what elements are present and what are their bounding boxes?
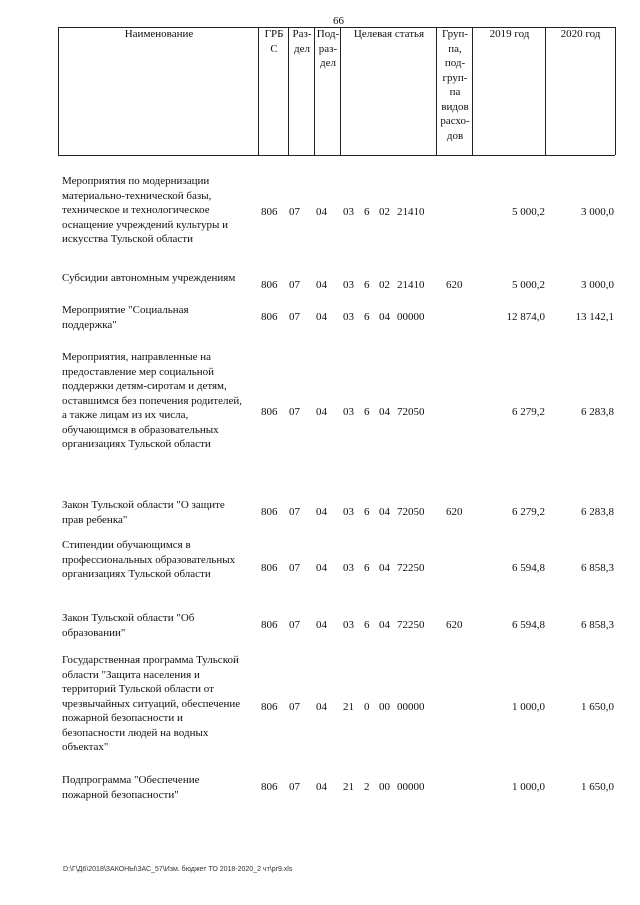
row-value-2020: 1 650,0: [581, 781, 614, 793]
row-cs3: 02: [379, 279, 390, 291]
row-cs4: 00000: [397, 311, 425, 323]
row-vr: 620: [446, 619, 463, 631]
row-cs2: 2: [364, 781, 370, 793]
header-razdel: Раз- дел: [288, 27, 315, 155]
row-cs1: 03: [343, 311, 354, 323]
row-grbs: 806: [261, 701, 278, 713]
row-value-2020: 3 000,0: [581, 206, 614, 218]
row-grbs: 806: [261, 506, 278, 518]
table-row: [0, 350, 640, 484]
row-cs4: 72250: [397, 619, 425, 631]
row-value-2019: 1 000,0: [512, 781, 545, 793]
row-cs1: 03: [343, 506, 354, 518]
row-cs1: 03: [343, 279, 354, 291]
row-value-2019: 6 279,2: [512, 506, 545, 518]
row-cs2: 6: [364, 562, 370, 574]
row-cs3: 00: [379, 781, 390, 793]
table-header: [58, 27, 615, 155]
row-value-2019: 5 000,2: [512, 279, 545, 291]
row-name: Закон Тульской области "О защите прав ребенка": [62, 499, 225, 526]
row-value-2019: 6 594,8: [512, 562, 545, 574]
row-cs4: 72050: [397, 506, 425, 518]
row-rz: 07: [289, 311, 300, 323]
row-cs2: 6: [364, 406, 370, 418]
row-value-2020: 1 650,0: [581, 701, 614, 713]
row-cs3: 02: [379, 206, 390, 218]
header-2019: 2019 год: [472, 27, 546, 155]
row-cs1: 21: [343, 781, 354, 793]
row-cs3: 04: [379, 311, 390, 323]
table-row: [0, 271, 640, 301]
row-rz: 07: [289, 279, 300, 291]
row-cs3: 04: [379, 506, 390, 518]
row-grbs: 806: [261, 562, 278, 574]
row-rz: 07: [289, 701, 300, 713]
table-row: [0, 653, 640, 769]
row-pr: 04: [316, 781, 327, 793]
row-pr: 04: [316, 311, 327, 323]
row-cs4: 72250: [397, 562, 425, 574]
row-value-2020: 6 283,8: [581, 406, 614, 418]
header-name: Наименование: [58, 27, 259, 155]
table-row: [0, 174, 640, 254]
row-cs4: 00000: [397, 781, 425, 793]
row-cs4: 21410: [397, 206, 425, 218]
row-name: Подпрограмма "Обеспечение пожарной безопасности": [62, 774, 200, 801]
row-name: Субсидии автономным учреждениям: [62, 272, 236, 284]
row-cs1: 03: [343, 562, 354, 574]
row-value-2020: 6 283,8: [581, 506, 614, 518]
row-grbs: 806: [261, 406, 278, 418]
row-name: Закон Тульской области "Об образовании": [62, 612, 195, 639]
row-name: Мероприятия, направленные на предоставление мер социальной поддержки детям-сиротам и детям, оставшимся без попечения родителей, а также лицам из их числа, обучающимся в образовательных организациях Тульской области: [62, 351, 242, 450]
row-cs3: 04: [379, 406, 390, 418]
row-value-2019: 6 594,8: [512, 619, 545, 631]
row-pr: 04: [316, 701, 327, 713]
row-cs1: 03: [343, 619, 354, 631]
table-row: [0, 538, 640, 600]
row-cs4: 72050: [397, 406, 425, 418]
row-rz: 07: [289, 506, 300, 518]
row-cs1: 21: [343, 701, 354, 713]
header-target-article: Целевая статья: [340, 27, 437, 155]
table-row: [0, 498, 640, 528]
row-pr: 04: [316, 206, 327, 218]
row-cs1: 03: [343, 406, 354, 418]
file-path-footer: D:\Г\Д6\2018\ЗАКОНЫ\ЗАС_57\Изм. бюджет ТО 2018-2020_2 чт\pr9.xls: [63, 866, 293, 873]
row-cs2: 6: [364, 506, 370, 518]
row-value-2019: 5 000,2: [512, 206, 545, 218]
row-cs2: 6: [364, 279, 370, 291]
row-cs2: 0: [364, 701, 370, 713]
row-value-2019: 6 279,2: [512, 406, 545, 418]
row-name: Стипендии обучающимся в профессиональных образовательных организациях Тульской области: [62, 539, 236, 580]
header-bottom-border: [58, 155, 615, 156]
row-cs4: 00000: [397, 701, 425, 713]
row-grbs: 806: [261, 781, 278, 793]
row-cs2: 6: [364, 619, 370, 631]
row-cs3: 04: [379, 619, 390, 631]
row-value-2020: 3 000,0: [581, 279, 614, 291]
row-pr: 04: [316, 406, 327, 418]
row-pr: 04: [316, 619, 327, 631]
row-grbs: 806: [261, 279, 278, 291]
row-cs4: 21410: [397, 279, 425, 291]
header-grbs: ГРБ С: [258, 27, 289, 155]
row-rz: 07: [289, 206, 300, 218]
row-name: Мероприятие "Социальная поддержка": [62, 304, 189, 331]
row-rz: 07: [289, 406, 300, 418]
row-rz: 07: [289, 562, 300, 574]
row-cs2: 6: [364, 206, 370, 218]
row-grbs: 806: [261, 619, 278, 631]
row-grbs: 806: [261, 206, 278, 218]
row-cs3: 00: [379, 701, 390, 713]
row-value-2019: 12 874,0: [506, 311, 545, 323]
row-cs1: 03: [343, 206, 354, 218]
row-rz: 07: [289, 619, 300, 631]
table-row: [0, 611, 640, 643]
row-vr: 620: [446, 279, 463, 291]
table-row: [0, 303, 640, 337]
page-number: 66: [333, 15, 344, 27]
row-name: Государственная программа Тульской области "Защита населения и территорий Тульской области от чрезвычайных ситуаций, обеспечение пожарной безопасности и безопасности людей на водных объектах": [62, 654, 241, 753]
table-row: [0, 773, 640, 805]
row-value-2020: 13 142,1: [575, 311, 614, 323]
row-rz: 07: [289, 781, 300, 793]
row-grbs: 806: [261, 311, 278, 323]
row-pr: 04: [316, 562, 327, 574]
header-2020: 2020 год: [545, 27, 616, 155]
row-cs2: 6: [364, 311, 370, 323]
header-podrazdel: Под- раз- дел: [314, 27, 341, 155]
row-vr: 620: [446, 506, 463, 518]
row-value-2020: 6 858,3: [581, 619, 614, 631]
row-value-2020: 6 858,3: [581, 562, 614, 574]
header-expense-group: Груп- па, под- груп- па видов расхо- дов: [436, 27, 473, 155]
row-pr: 04: [316, 506, 327, 518]
row-pr: 04: [316, 279, 327, 291]
row-name: Мероприятия по модернизации материально-технической базы, техническое и технологическое оснащение учреждений культуры и искусства Тульской области: [62, 175, 229, 245]
row-value-2019: 1 000,0: [512, 701, 545, 713]
row-cs3: 04: [379, 562, 390, 574]
